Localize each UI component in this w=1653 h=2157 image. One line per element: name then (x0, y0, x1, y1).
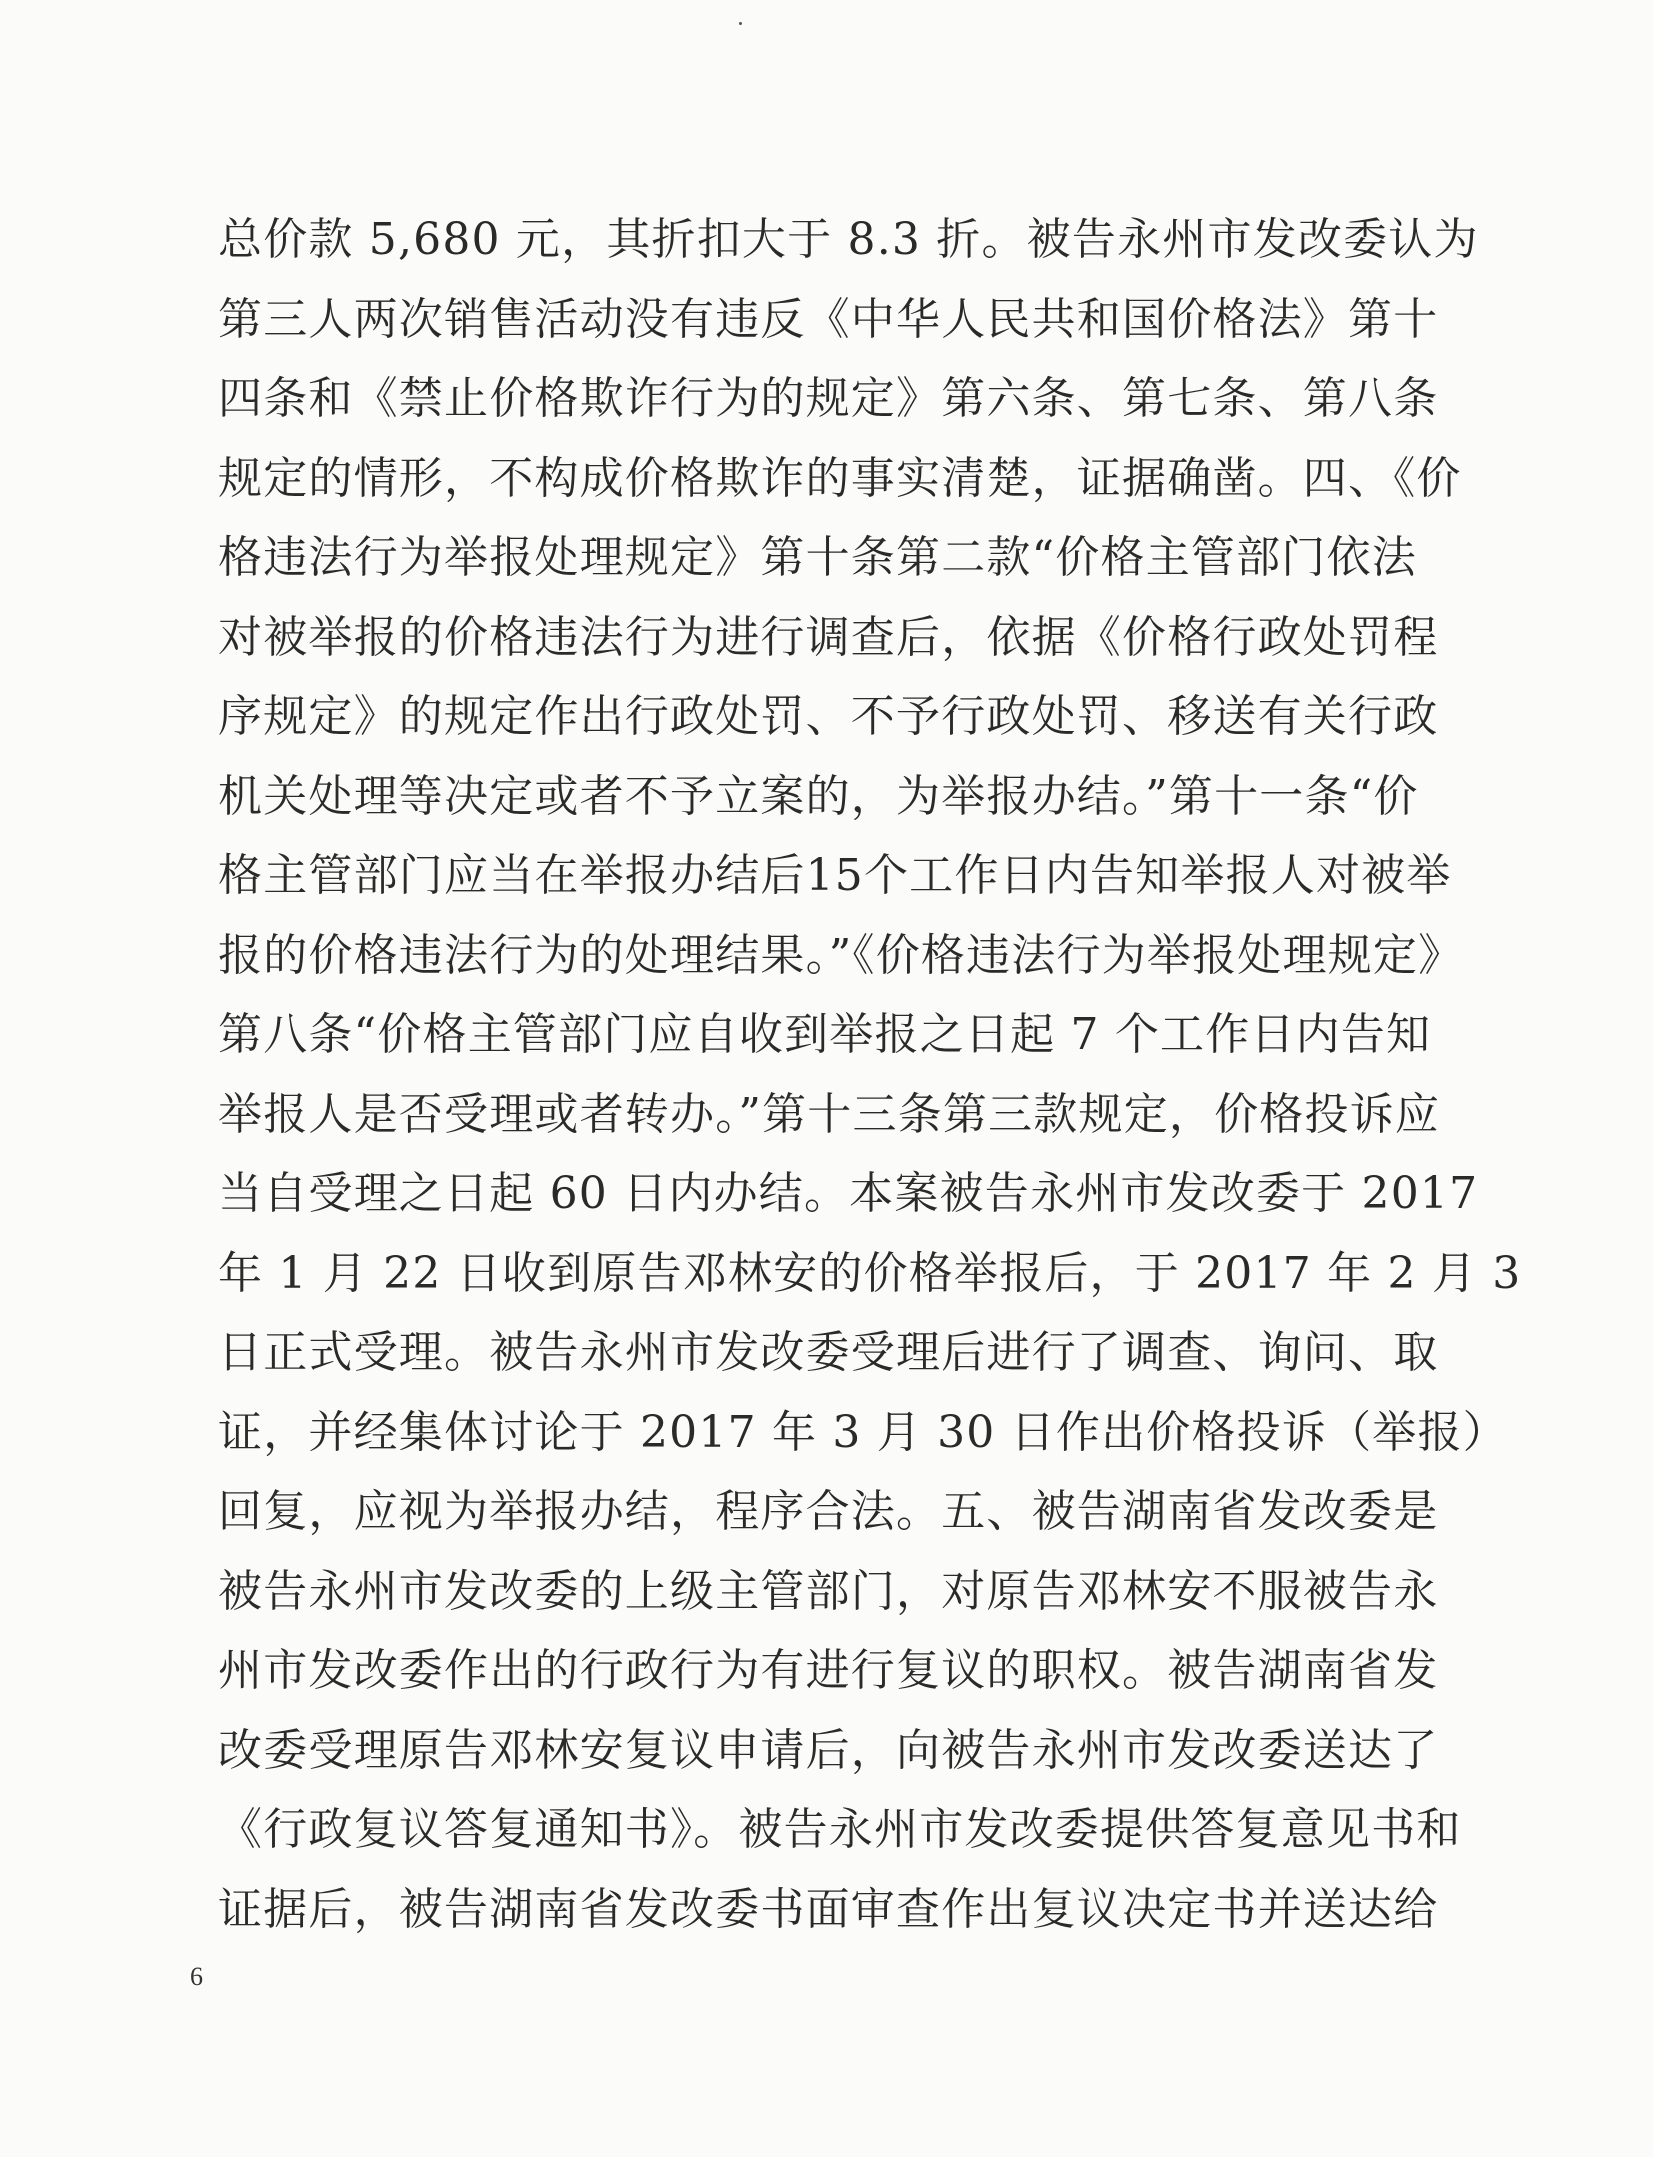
text-line: 改委受理原告邓林安复议申请后，向被告永州市发改委送达了 (218, 1724, 1439, 1776)
text-line: 第三人两次销售活动没有违反《中华人民共和国价格法》第十 (218, 293, 1439, 345)
text-line: 证据后，被告湖南省发改委书面审查作出复议决定书并送达给 (218, 1883, 1439, 1935)
text-line: 年 1 月 22 日收到原告邓林安的价格举报后，于 2017 年 2 月 3 (218, 1247, 1522, 1299)
body-text (218, 200, 1522, 1949)
text-line: 回复，应视为举报办结，程序合法。五、被告湖南省发改委是 (218, 1486, 1439, 1537)
text-line: 被告永州市发改委的上级主管部门，对原告邓林安不服被告永 (218, 1565, 1439, 1617)
page-number: 6 (190, 1962, 203, 1991)
text-line: 当自受理之日起 60 日内办结。本案被告永州市发改委于 2017 (218, 1168, 1479, 1219)
text-line: 举报人是否受理或者转办。”第十三条第三款规定，价格投诉应 (218, 1088, 1441, 1140)
text-line: 报的价格违法行为的处理结果。”《价格违法行为举报处理规定》 (218, 929, 1464, 981)
text-line: 《行政复议答复通知书》。被告永州市发改委提供答复意见书和 (218, 1804, 1462, 1855)
text-line: 证，并经集体讨论于 2017 年 3 月 30 日作出价格投诉（举报） (218, 1406, 1508, 1458)
scan-speck (739, 22, 742, 25)
text-line: 格违法行为举报处理规定》第十条第二款“价格主管部门依法 (218, 532, 1417, 583)
text-line: 机关处理等决定或者不予立案的，为举报办结。”第十一条“价 (218, 770, 1419, 822)
text-line: 四条和《禁止价格欺诈行为的规定》第六条、第七条、第八条 (218, 373, 1439, 424)
text-line: 格主管部门应当在举报办结后15个工作日内告知举报人对被举 (218, 850, 1452, 901)
text-line: 州市发改委作出的行政行为有进行复议的职权。被告湖南省发 (218, 1645, 1439, 1696)
text-line: 第八条“价格主管部门应自收到举报之日起 7 个工作日内告知 (218, 1009, 1432, 1060)
text-line: 总价款 5,680 元，其折扣大于 8.3 折。被告永州市发改委认为 (218, 214, 1479, 265)
text-line: 序规定》的规定作出行政处罚、不予行政处罚、移送有关行政 (218, 691, 1439, 742)
text-line: 规定的情形，不构成价格欺诈的事实清楚，证据确凿。四、《价 (218, 452, 1462, 504)
text-line: 对被举报的价格违法行为进行调查后，依据《价格行政处罚程 (218, 611, 1439, 663)
text-line: 日正式受理。被告永州市发改委受理后进行了调查、询问、取 (218, 1327, 1439, 1378)
